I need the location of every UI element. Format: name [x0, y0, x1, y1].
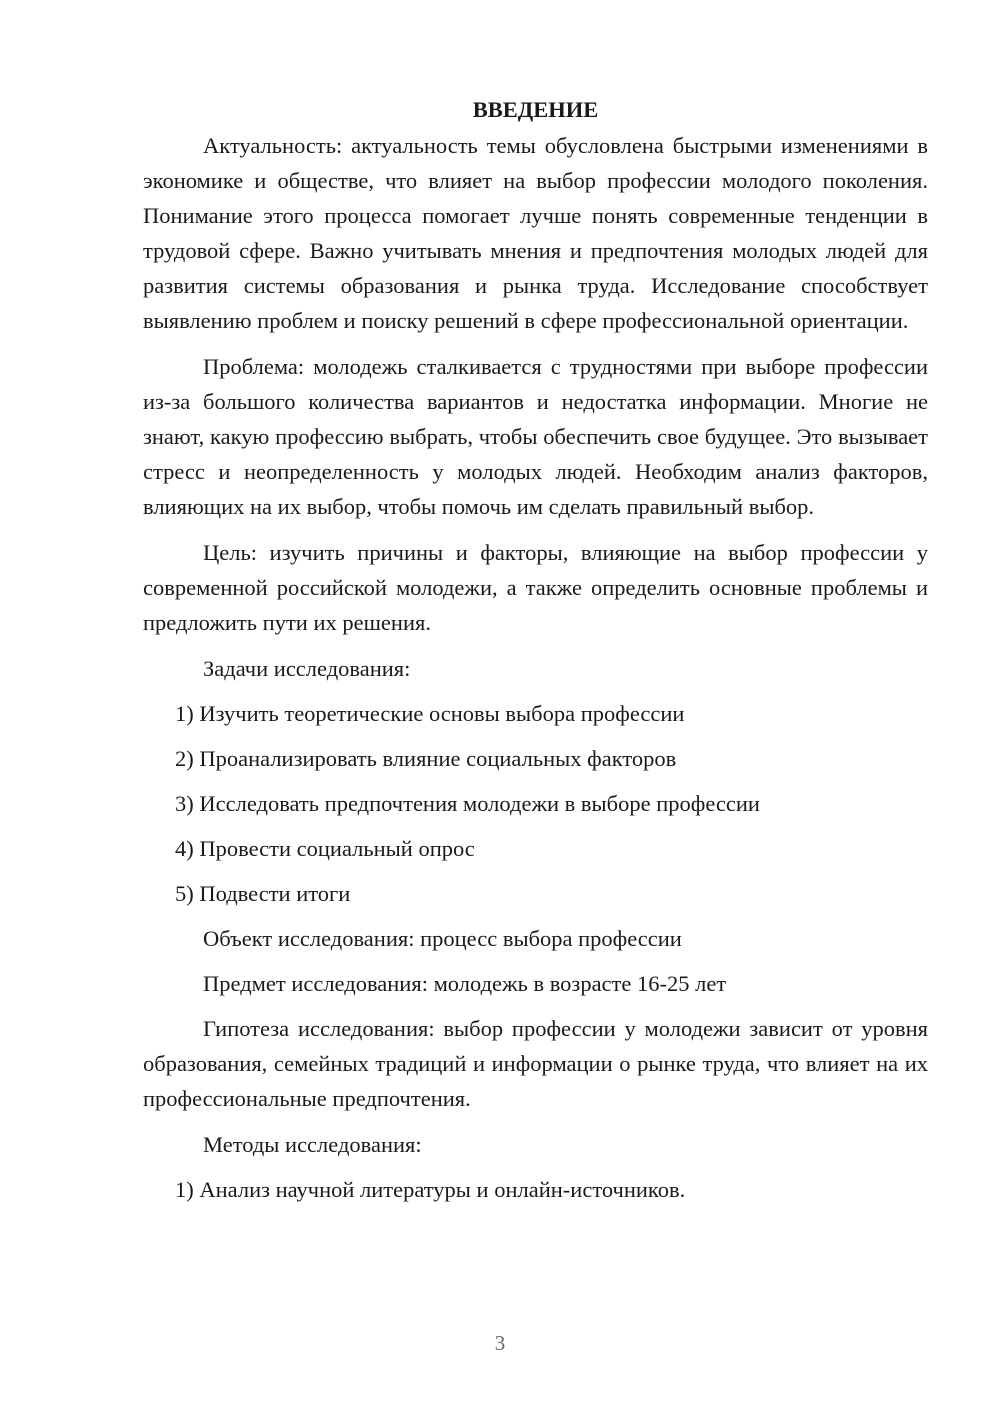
- research-subject: Предмет исследования: молодежь в возрасте 16-25 лет: [203, 971, 727, 996]
- methods-list: [143, 1172, 928, 1207]
- section-title: ВВЕДЕНИЕ: [472, 97, 599, 122]
- tasks-heading: Задачи исследования:: [203, 656, 411, 681]
- relevance-paragraph: Актуальность: актуальность темы обусловлена быстрыми изменениями в экономике и обществе, что влияет на выбор профессии молодого поколения. Понимание этого процесса помогает лучше понять современные тенденции в трудовой сфере. Важно учитывать мнения и предпочтения молодых людей для развития системы образования и рынка труда. Исследование способствует выявлению проблем и поиску решений в сфере профессиональной ориентации.: [143, 133, 928, 333]
- document-page: [143, 92, 928, 1217]
- methods-heading: Методы исследования:: [203, 1132, 422, 1157]
- task-item: 5) Подвести итоги: [175, 881, 351, 906]
- task-item: 1) Изучить теоретические основы выбора профессии: [175, 701, 685, 726]
- goal-paragraph: Цель: изучить причины и факторы, влияющие на выбор профессии у современной российской молодежи, а также определить основные проблемы и предложить пути их решения.: [143, 540, 928, 635]
- method-item: 1) Анализ научной литературы и онлайн-источников.: [175, 1177, 686, 1202]
- task-item: 4) Провести социальный опрос: [175, 836, 475, 861]
- problem-paragraph: Проблема: молодежь сталкивается с трудностями при выборе профессии из-за большого количества вариантов и недостатка информации. Многие не знают, какую профессию выбрать, чтобы обеспечить свое будущее. Это вызывает стресс и неопределенность у молодых людей. Необходим анализ факторов, влияющих на их выбор, чтобы помочь им сделать правильный выбор.: [143, 354, 928, 519]
- research-object: Объект исследования: процесс выбора профессии: [203, 926, 682, 951]
- tasks-list: [143, 696, 928, 911]
- page-number: 3: [494, 1331, 506, 1355]
- task-item: 2) Проанализировать влияние социальных факторов: [175, 746, 677, 771]
- task-item: 3) Исследовать предпочтения молодежи в выборе профессии: [175, 791, 760, 816]
- hypothesis-paragraph: Гипотеза исследования: выбор профессии у молодежи зависит от уровня образования, семейных традиций и информации о рынке труда, что влияет на их профессиональные предпочтения.: [143, 1016, 928, 1111]
